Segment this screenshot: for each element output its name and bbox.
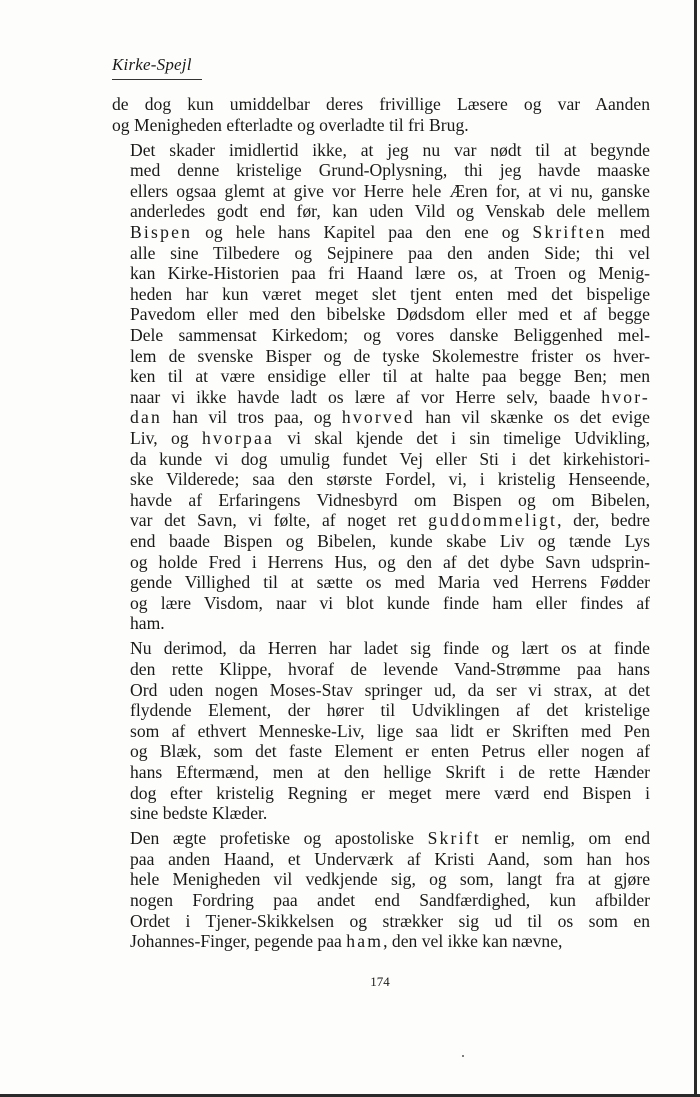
text-line: kan Kirke-Historien paa fri Haand lære os, at Troen og Menig- <box>130 263 650 284</box>
text-line: Den ægte profetiske og apostoliske Skrift er nemlig, om end <box>130 828 650 849</box>
text-line: var det Savn, vi følte, af noget ret guddommeligt, der, bedre <box>130 510 650 531</box>
text-line: den rette Klippe, hvoraf de levende Vand-Strømme paa hans <box>130 659 650 680</box>
text-line: Bispen og hele hans Kapitel paa den ene og Skriften med <box>130 222 650 243</box>
text-line: Nu derimod, da Herren har ladet sig finde og lært os at finde <box>130 638 650 659</box>
spaced-emphasis: ham <box>346 931 384 952</box>
paragraph <box>112 140 650 634</box>
spaced-emphasis: Skriften <box>532 222 607 243</box>
spaced-emphasis: dan <box>130 407 163 428</box>
paper-speck <box>462 1055 464 1057</box>
text-line: ham. <box>130 613 165 634</box>
paragraph <box>112 828 650 952</box>
spaced-emphasis: Bispen <box>130 222 193 243</box>
text-line: da kunde vi dog umulig fundet Vej eller Sti i det kirkehistori- <box>130 448 650 469</box>
page-number: 174 <box>370 974 390 989</box>
text-line: anderledes godt end før, kan uden Vild og Venskab dele mellem <box>130 201 650 222</box>
spaced-emphasis: hvor- <box>601 386 650 407</box>
spaced-emphasis: hvorpaa <box>201 428 275 448</box>
text-line: Dele sammensat Kirkedom; og vores danske Beliggenhed mel- <box>130 325 650 346</box>
text-line: og holde Fred i Herrens Hus, og den af det dybe Savn udsprin- <box>130 551 650 572</box>
text-line: heden har kun været meget slet tjent enten med det bispelige <box>130 283 650 304</box>
spaced-emphasis: guddommeligt <box>428 510 558 531</box>
text-line: nogen Fordring paa andet end Sandfærdighed, kun afbilder <box>130 890 650 911</box>
spaced-emphasis: Skrift <box>427 828 481 849</box>
text-line: end baade Bispen og Bibelen, kunde skabe Liv og tænde Lys <box>130 530 650 551</box>
text-line: dog efter kristelig Regning er meget mere værd end Bispen i <box>130 782 650 803</box>
text-line: alle sine Tilbedere og Sejpinere paa den anden Side; thi vel <box>130 242 650 263</box>
text-line: gende Villighed til at sætte os med Maria ved Herrens Fødder <box>130 572 650 593</box>
paragraph <box>112 638 650 823</box>
text-line: Johannes-Finger, pegende paa ham, den vel ikke kan nævne, <box>130 931 563 952</box>
text-line: dan han vil tros paa, og hvorved han vil skænke os det evige <box>130 407 650 428</box>
text-line: hele Menigheden vil vedkjende sig, og som, langt fra at gjøre <box>130 869 650 890</box>
text-line: de dog kun umiddelbar deres frivillige Læsere og var Aanden <box>112 94 650 114</box>
text-line: Liv, og hvorpaa vi skal kjende det i sin timelige Udvikling, <box>130 428 651 448</box>
text-line: Det skader imidlertid ikke, at jeg nu var nødt til at begynde <box>130 139 650 160</box>
text-line: hans Eftermænd, men at den hellige Skrift i de rette Hænder <box>130 762 650 782</box>
text-line: sine bedste Klæder. <box>130 803 268 824</box>
text-line: ellers ogsaa glemt at give vor Herre hele Æren for, at vi nu, ganske <box>130 180 650 201</box>
text-line: Pavedom eller med den bibelske Dødsdom eller med et af begge <box>130 304 650 325</box>
text-line: naar vi ikke havde ladt os lære af vor Herre selv, baade hvor- <box>130 386 650 407</box>
text-line: Ordet i Tjener-Skikkelsen og strækker sig ud til os som en <box>130 910 650 931</box>
spaced-emphasis: hvorved <box>341 407 415 428</box>
text-line: og lære Visdom, naar vi blot kunde finde ham eller findes af <box>130 592 650 613</box>
text-line: ken til at være ensidige eller til at halte paa begge Ben; men <box>130 366 650 387</box>
text-line: paa anden Haand, et Underværk af Kristi Aand, som han hos <box>130 848 650 869</box>
text-line: havde af Erfaringens Vidnesbyrd om Bispen og om Bibelen, <box>130 489 650 510</box>
running-head: Kirke-Spejl <box>112 55 192 74</box>
paragraph <box>112 94 650 135</box>
text-line: med denne kristelige Grund-Oplysning, thi jeg havde maaske <box>130 160 650 181</box>
running-head-rule <box>112 79 202 80</box>
text-line: Ord uden nogen Moses-Stav springer ud, da ser vi strax, at det <box>130 679 650 700</box>
text-line: ske Vilderede; saa den største Fordel, vi, i kristelig Henseende, <box>130 469 650 490</box>
text-line: flydende Element, der hører til Udviklingen af det kristelige <box>130 700 650 721</box>
body-text <box>112 94 650 956</box>
text-line: lem de svenske Bisper og de tyske Skolemestre frister os hver- <box>130 345 650 366</box>
text-line: og Menigheden efterladte og overladte til fri Brug. <box>112 114 469 135</box>
text-line: som af ethvert Menneske-Liv, lige saa lidt er Skriften med Pen <box>130 720 650 741</box>
text-line: og Blæk, som det faste Element er enten Petrus eller nogen af <box>130 741 650 762</box>
